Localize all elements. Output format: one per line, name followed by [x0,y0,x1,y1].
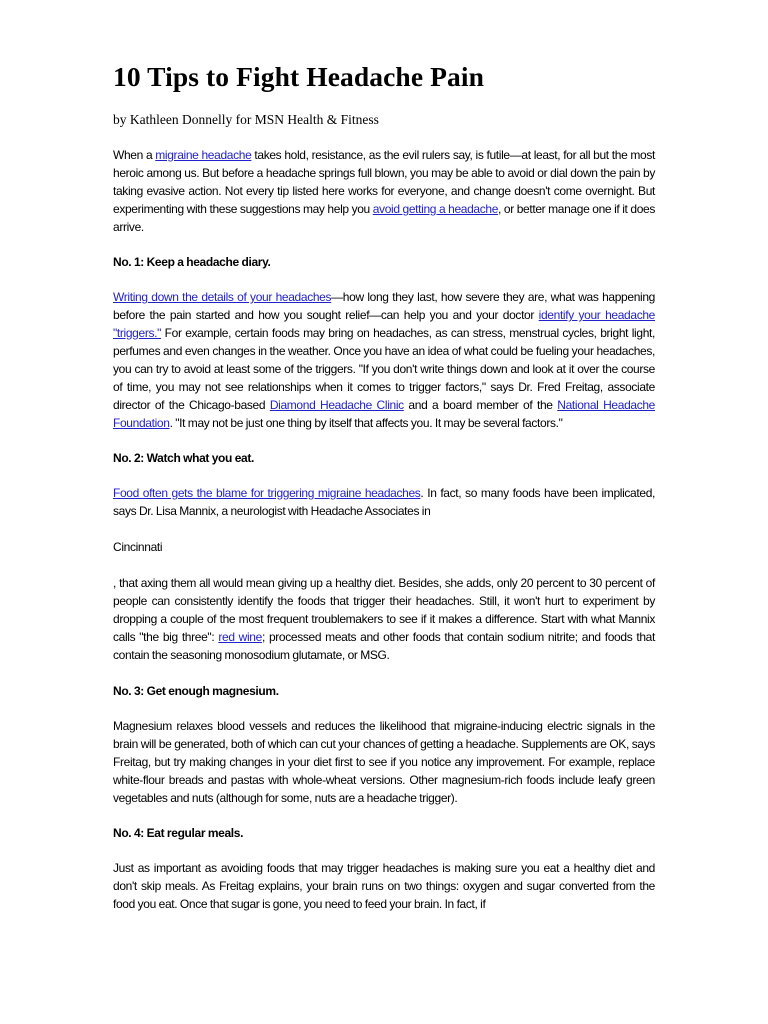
tip1-text-2: For example, certain foods may bring on headaches, as can stress, menstrual cycles, bright light, perfumes and even changes in the weather. Once you have an idea of what could be fueling your headaches, you can try to avoid at least some of the triggers. "If you don't write things down and look at it over the course of time, you may not see relationships when it comes to trigger factors," says Dr. Fred Freitag, associate director of the Chicago-based [113,326,655,412]
city-name: Cincinnati [113,540,163,554]
diamond-headache-clinic-link[interactable]: Diamond Headache Clinic [269,398,404,412]
migraine-headache-link[interactable]: migraine headache [155,148,252,162]
identify-triggers-link[interactable]: identify your headache "triggers." [113,308,655,340]
avoid-headache-link[interactable]: avoid getting a headache [372,202,499,216]
tip3-paragraph: Magnesium relaxes blood vessels and reduces the likelihood that migraine-inducing electric signals in the brain will be generated, both of which can cut your chances of getting a headache. Supplements are OK, says Freitag, but try making changes in your diet first to see if you notice any improvement. For example, replace white-flour breads and pastas with whole-wheat versions. Other magnesium-rich foods include leafy green vegetables and nuts (although for some, nuts are a headache trigger). [113,719,655,805]
tip2-paragraph-continued [113,574,655,664]
tip1-paragraph [113,288,655,432]
tip1-text-3: and a board member of the [403,398,558,412]
red-wine-link[interactable]: red wine [218,630,262,644]
intro-text-2: takes hold, resistance, as the evil rulers say, is futile—at least, for all but the most heroic among us. But before a headache springs full blown, you may be able to avoid or dial down the pain by taking evasive action. Not every tip listed here works for everyone, and change doesn't come overnight. But experimenting with these suggestions may help you [113,148,656,216]
tip2-text-2: , that axing them all would mean giving up a healthy diet. Besides, she adds, only 20 percent to 30 percent of people can consistently identify the foods that trigger their headaches. Still, it won't hurt to experiment by dropping a couple of the most frequent troublemakers to see if it makes a difference. Start with what Mannix calls "the big three": [113,576,655,644]
food-triggers-link[interactable]: Food often gets the blame for triggering migraine headaches [113,486,421,500]
tip2-text-1: . In fact, so many foods have been implicated, says Dr. Lisa Mannix, a neurologist with Headache Associates in [113,486,655,518]
intro-text-1: When a [113,148,156,162]
page-title: 10 Tips to Fight Headache Pain [113,61,484,92]
tip4-paragraph: Just as important as avoiding foods that may trigger headaches is making sure you eat a healthy diet and don't skip meals. As Freitag explains, your brain runs on two things: oxygen and sugar converted from the food you eat. Once that sugar is gone, you need to feed your brain. In fact, if [113,861,655,911]
intro-text-3: , or better manage one if it does arrive. [113,202,655,234]
tip2-text-3: ; processed meats and other foods that contain sodium nitrite; and foods that contain the seasoning monosodium glutamate, or MSG. [113,630,655,662]
intro-paragraph [113,146,655,236]
byline: by Kathleen Donnelly for MSN Health & Fitness [113,112,379,127]
tip3-heading: No. 3: Get enough magnesium. [113,684,279,698]
article [113,58,655,913]
national-headache-foundation-link[interactable]: National Headache Foundation [113,398,656,430]
tip1-text-4: . "It may not be just one thing by itself that affects you. It may be several factors." [169,416,563,430]
tip4-heading: No. 4: Eat regular meals. [113,826,244,840]
tip1-heading: No. 1: Keep a headache diary. [113,255,271,269]
headache-diary-link[interactable]: Writing down the details of your headaches [113,290,332,304]
tip2-heading: No. 2: Watch what you eat. [113,451,254,465]
tip2-paragraph [113,484,655,520]
tip1-text-1: —how long they last, how severe they are, what was happening before the pain started and how you sought relief—can help you and your doctor [113,290,655,322]
